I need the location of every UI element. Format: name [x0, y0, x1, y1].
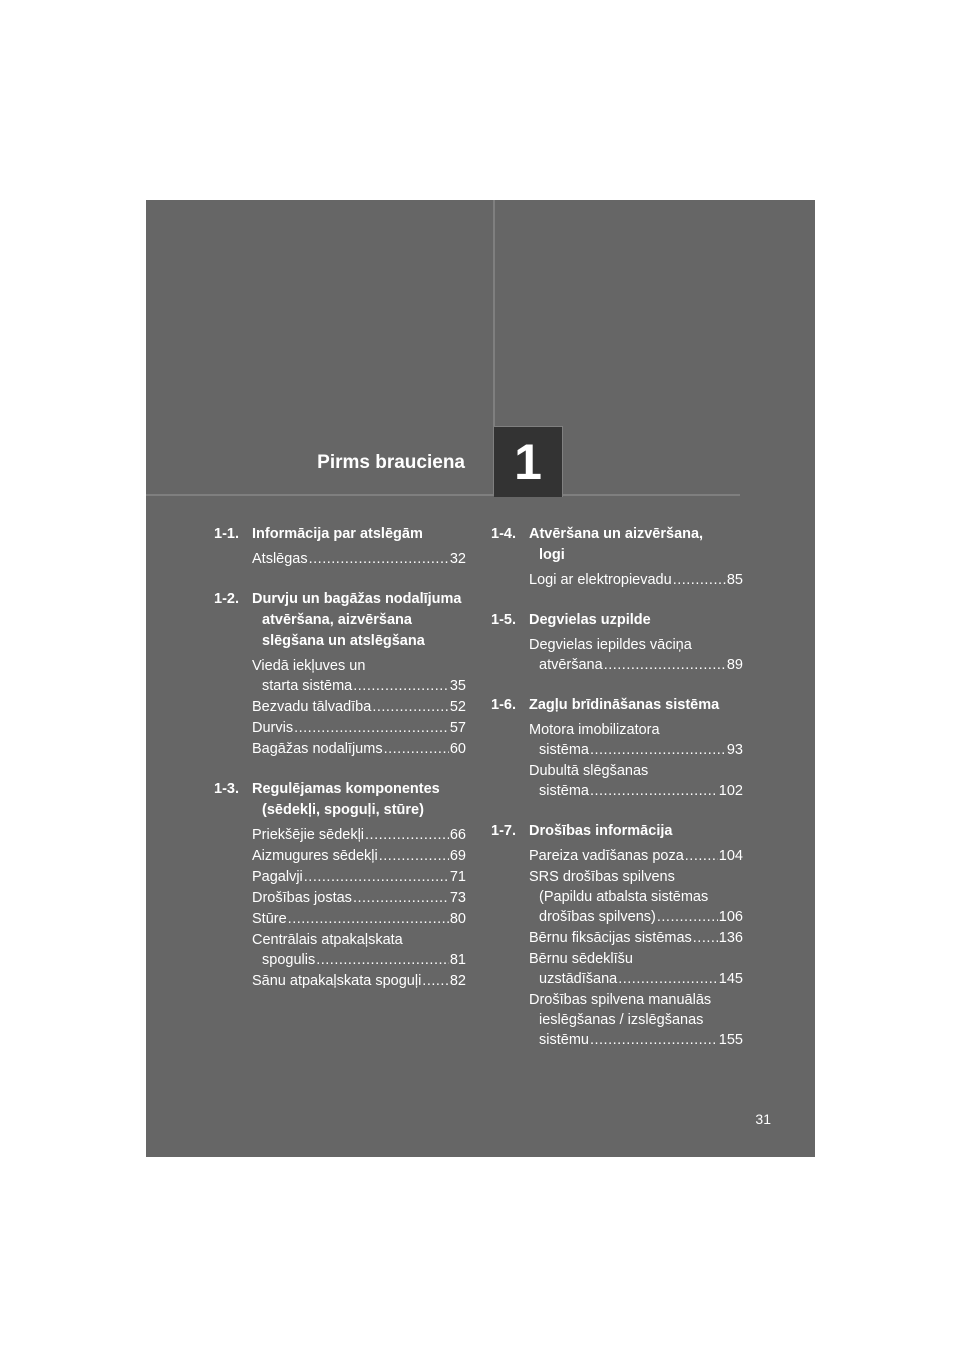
entry-title-line: Drošības spilvena manuālās [529, 992, 712, 1008]
entry-page-number: 35 [449, 678, 466, 694]
chapter-number: 1 [514, 434, 542, 490]
toc-entry[interactable] [252, 930, 466, 970]
section-title-line: slēgšana un atslēgšana [262, 633, 425, 649]
entry-title-line: SRS drošības spilvens [529, 869, 675, 885]
entry-label: Durvis [252, 720, 294, 736]
toc-entry[interactable] [529, 761, 743, 801]
entry-page-number: 52 [449, 699, 466, 715]
section-heading[interactable] [214, 779, 466, 821]
entry-label: Pagalvji [252, 869, 303, 885]
entry-page-number: 57 [449, 720, 466, 736]
section-title [529, 695, 743, 716]
entry-page-number: 104 [718, 848, 743, 864]
toc-entry[interactable] [252, 739, 466, 759]
entry-row [529, 570, 743, 590]
section-title-line: atvēršana, aizvēršana [262, 612, 412, 628]
chapter-number-box [494, 426, 563, 497]
chapter-title: Pirms brauciena [317, 452, 465, 473]
toc-column-left [214, 524, 466, 1011]
entry-label: atvēršana [539, 657, 603, 673]
section-title-line: Atvēršana un aizvēršana, [529, 526, 704, 542]
section-title-line: Regulējamas komponentes [252, 781, 440, 797]
dot-leader [353, 888, 449, 908]
entry-label: spogulis [262, 952, 316, 968]
toc-entry[interactable] [252, 888, 466, 908]
section-number: 1-6. [491, 697, 516, 713]
toc-entry[interactable] [529, 720, 743, 760]
dot-leader [618, 969, 718, 989]
toc-section [491, 695, 743, 801]
section-heading[interactable] [214, 589, 466, 652]
toc-entry[interactable] [252, 909, 466, 929]
entry-row [252, 676, 466, 696]
toc-entry[interactable] [252, 867, 466, 887]
entry-label: Aizmugures sēdekļi [252, 848, 378, 864]
entry-page-number: 106 [718, 909, 743, 925]
entry-label: Sānu atpakaļskata spoguļi [252, 973, 422, 989]
entry-page-number: 66 [449, 827, 466, 843]
section-title [529, 821, 743, 842]
dot-leader [590, 1030, 718, 1050]
toc-entry[interactable] [252, 846, 466, 866]
entry-label: sistēmu [539, 1032, 589, 1048]
entry-label: uzstādīšana [539, 971, 618, 987]
entry-page-number: 82 [449, 973, 466, 989]
entry-label: Pareiza vadīšanas poza [529, 848, 684, 864]
entry-title-line: Degvielas iepildes vāciņa [529, 637, 692, 653]
toc-column-right [491, 524, 743, 1070]
section-heading[interactable] [491, 524, 743, 566]
toc-section [491, 524, 743, 590]
entry-label: Bagāžas nodalījums [252, 741, 383, 757]
entry-page-number: 155 [718, 1032, 743, 1048]
entry-row [252, 825, 466, 845]
dot-leader [657, 907, 718, 927]
entry-row [252, 739, 466, 759]
entry-page-number: 81 [449, 952, 466, 968]
section-title-line: Durvju un bagāžas nodalījuma [252, 591, 462, 607]
entry-row [252, 888, 466, 908]
section-title-line: (sēdekļi, spoguļi, stūre) [262, 802, 424, 818]
entry-label: sistēma [539, 742, 589, 758]
section-title [252, 779, 466, 821]
dot-leader [590, 781, 718, 801]
entry-row [252, 909, 466, 929]
section-heading[interactable] [214, 524, 466, 545]
toc-section [491, 821, 743, 1050]
toc-entry[interactable] [529, 846, 743, 866]
toc-entry[interactable] [252, 697, 466, 717]
toc-entry[interactable] [529, 928, 743, 948]
entry-page-number: 136 [718, 930, 743, 946]
entry-row [252, 971, 466, 991]
dot-leader [384, 739, 449, 759]
divider-horizontal [146, 494, 740, 496]
dot-leader [288, 909, 449, 929]
entry-row [529, 928, 743, 948]
dot-leader [304, 867, 449, 887]
toc-section [214, 589, 466, 759]
dot-leader [353, 676, 449, 696]
entry-title-line: Centrālais atpakaļskata [252, 932, 403, 948]
section-number: 1-7. [491, 823, 516, 839]
section-title [252, 589, 466, 652]
entry-label: Logi ar elektropievadu [529, 572, 672, 588]
section-title [529, 524, 743, 566]
toc-entry[interactable] [529, 949, 743, 989]
entry-row [252, 549, 466, 569]
entry-page-number: 71 [449, 869, 466, 885]
section-heading[interactable] [491, 821, 743, 842]
entry-page-number: 102 [718, 783, 743, 799]
entry-page-number: 93 [726, 742, 743, 758]
toc-section [491, 610, 743, 675]
toc-entry[interactable] [529, 867, 743, 927]
dot-leader [422, 971, 449, 991]
entry-label: Bezvadu tālvadība [252, 699, 372, 715]
section-heading[interactable] [491, 695, 743, 716]
entry-row [252, 697, 466, 717]
section-title-line: Drošības informācija [529, 823, 673, 839]
entry-row [529, 740, 743, 760]
entry-row [529, 846, 743, 866]
section-number: 1-3. [214, 781, 239, 797]
entry-title-line: Bērnu sēdeklīšu [529, 951, 633, 967]
section-title-line: logi [539, 547, 565, 563]
entry-label: Bērnu fiksācijas sistēmas [529, 930, 692, 946]
section-number: 1-5. [491, 612, 516, 628]
entry-row [252, 718, 466, 738]
entry-title-line: (Papildu atbalsta sistēmas [539, 889, 709, 905]
entry-page-number: 80 [449, 911, 466, 927]
section-number: 1-2. [214, 591, 239, 607]
toc-entry[interactable] [252, 971, 466, 991]
entry-page-number: 145 [718, 971, 743, 987]
dot-leader [294, 718, 449, 738]
dot-leader [316, 950, 449, 970]
toc-entry[interactable] [252, 549, 466, 569]
toc-entry[interactable] [252, 825, 466, 845]
section-heading[interactable] [491, 610, 743, 631]
dot-leader [309, 549, 449, 569]
chapter-panel [146, 200, 815, 1157]
section-title-line: Degvielas uzpilde [529, 612, 651, 628]
dot-leader [372, 697, 449, 717]
entry-title-line: ieslēgšanas / izslēgšanas [539, 1012, 704, 1028]
dot-leader [590, 740, 726, 760]
toc-section [214, 524, 466, 569]
entry-title-line: Motora imobilizatora [529, 722, 660, 738]
entry-label: starta sistēma [262, 678, 353, 694]
dot-leader [379, 846, 449, 866]
entry-row [252, 846, 466, 866]
entry-page-number: 85 [726, 572, 743, 588]
entry-row [252, 867, 466, 887]
toc-entry[interactable] [529, 990, 743, 1050]
section-title-line: Zagļu brīdināšanas sistēma [529, 697, 720, 713]
toc-entry[interactable] [529, 570, 743, 590]
dot-leader [673, 570, 726, 590]
page-number: 31 [755, 1111, 771, 1127]
section-title [529, 610, 743, 631]
entry-title-line: Dubultā slēgšanas [529, 763, 649, 779]
toc-entry[interactable] [252, 656, 466, 696]
dot-leader [365, 825, 449, 845]
entry-page-number: 73 [449, 890, 466, 906]
entry-title-line: Viedā iekļuves un [252, 658, 366, 674]
entry-label: Drošības jostas [252, 890, 352, 906]
toc-section [214, 779, 466, 991]
entry-row [529, 907, 743, 927]
dot-leader [685, 846, 718, 866]
entry-label: drošības spilvens) [539, 909, 656, 925]
entry-page-number: 60 [449, 741, 466, 757]
entry-row [529, 1030, 743, 1050]
entry-row [529, 781, 743, 801]
toc-entry[interactable] [529, 635, 743, 675]
entry-label: Atslēgas [252, 551, 308, 567]
entry-row [529, 655, 743, 675]
section-title [252, 524, 466, 545]
section-number: 1-4. [491, 526, 516, 542]
section-number: 1-1. [214, 526, 239, 542]
entry-page-number: 89 [726, 657, 743, 673]
entry-label: Priekšējie sēdekļi [252, 827, 365, 843]
dot-leader [604, 655, 726, 675]
entry-page-number: 69 [449, 848, 466, 864]
entry-row [252, 950, 466, 970]
dot-leader [693, 928, 718, 948]
entry-label: Stūre [252, 911, 287, 927]
entry-row [529, 969, 743, 989]
entry-page-number: 32 [449, 551, 466, 567]
entry-label: sistēma [539, 783, 589, 799]
toc-entry[interactable] [252, 718, 466, 738]
section-title-line: Informācija par atslēgām [252, 526, 423, 542]
